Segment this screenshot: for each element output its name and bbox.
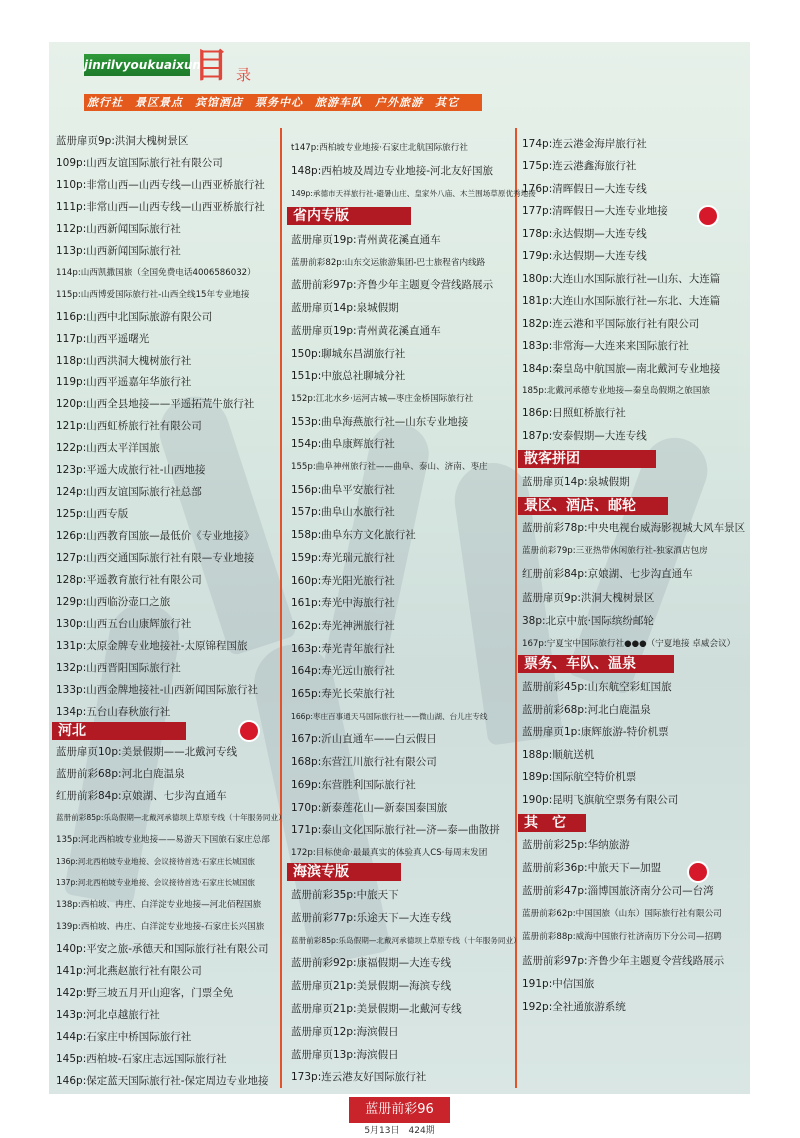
list-item[interactable]: 162p:寿光神洲旅行社: [291, 619, 395, 632]
list-item[interactable]: 蓝册前彩88p:威海中国旅行社济南历下分公司—招聘: [522, 932, 722, 943]
list-item[interactable]: 155p:曲阜神州旅行社——曲阜、泰山、济南、枣庄: [291, 462, 488, 472]
section-dot-icon: [697, 205, 719, 227]
list-item[interactable]: 145p:西柏坡-石家庄志远国际旅行社: [56, 1052, 227, 1065]
list-item[interactable]: 133p:山西金牌地接社-山西新闻国际旅行社: [56, 683, 259, 696]
list-item[interactable]: 140p:平安之旅-承德天和国际旅行社有限公司: [56, 943, 269, 956]
list-item[interactable]: 157p:曲阜山水旅行社: [291, 506, 395, 519]
list-item[interactable]: 139p:西柏坡、冉庄、白洋淀专业地接-石家庄长兴国旅: [56, 922, 265, 933]
list-item[interactable]: 117p:山西平遥曙光: [56, 332, 150, 345]
list-item[interactable]: 蓝册前彩97p:齐鲁少年主题夏令营线路展示: [522, 954, 725, 967]
list-item[interactable]: 蓝册前彩36p:中旅天下—加盟: [522, 862, 662, 875]
list-item[interactable]: 112p:山西新闻国际旅行社: [56, 222, 181, 235]
list-item[interactable]: 蓝册扉页14p:泉城假期: [291, 302, 399, 315]
list-item[interactable]: 134p:五台山春秋旅行社: [56, 705, 171, 718]
section-title: 其 它: [524, 815, 566, 831]
list-item[interactable]: 蓝册前彩77p:乐途天下—大连专线: [291, 911, 452, 924]
list-item[interactable]: 109p:山西友谊国际旅行社有限公司: [56, 156, 223, 169]
list-item[interactable]: 116p:山西中北国际旅游有限公司: [56, 310, 213, 323]
list-item[interactable]: 蓝册扉页19p:青州黄花溪直通车: [291, 324, 441, 337]
list-item[interactable]: 189p:国际航空特价机票: [522, 771, 637, 784]
list-item[interactable]: 167p:沂山直通车——白云假日: [291, 733, 437, 746]
list-item[interactable]: 138p:西柏坡、冉庄、白洋淀专业地接—河北佰程国旅: [56, 900, 262, 911]
list-item[interactable]: 蓝册扉页1p:康辉旅游-特价机票: [522, 726, 669, 739]
list-item[interactable]: 175p:连云港鑫海旅行社: [522, 160, 637, 173]
list-item[interactable]: 蓝册前彩92p:康福假期—大连专线: [291, 957, 452, 970]
section-dot-icon: [687, 861, 709, 883]
list-item[interactable]: 135p:河北西柏坡专业地接——易游天下国旅石家庄总部: [56, 834, 270, 845]
list-item[interactable]: 111p:非常山西—山西专线—山西亚桥旅行社: [56, 200, 265, 213]
section-title: 散客拼团: [524, 451, 580, 467]
list-item[interactable]: 蓝册前彩35p:中旅天下: [291, 889, 399, 901]
list-item[interactable]: 176p:清晖假日—大连专线: [522, 182, 647, 195]
page-number-badge: 蓝册前彩96: [349, 1097, 450, 1123]
list-item[interactable]: 蓝册前彩45p:山东航空彩虹国旅: [522, 681, 672, 693]
list-item[interactable]: 136p:河北西柏坡专业地接、会议接待首选·石家庄长城国旅: [56, 856, 255, 866]
list-item[interactable]: 127p:山西交通国际旅行社有限—专业地接: [56, 552, 255, 565]
list-item[interactable]: 188p:顺航送机: [522, 748, 595, 761]
list-item[interactable]: 38p:北京中旅·国际缤纷邮轮: [522, 614, 654, 627]
list-item[interactable]: t147p:西柏坡专业地接·石家庄北航国际旅行社: [291, 143, 468, 153]
list-item[interactable]: 152p:江北水乡·运河古城—枣庄金桥国际旅行社: [291, 393, 474, 404]
list-item[interactable]: 130p:山西五台山康辉旅行社: [56, 617, 192, 630]
list-item[interactable]: 蓝册扉页19p:青州黄花溪直通车: [291, 234, 441, 246]
section-hebei: [52, 720, 262, 742]
list-item[interactable]: 120p:山西全县地接——平遥拓荒牛旅行社: [56, 398, 255, 411]
list-item[interactable]: 132p:山西晋阳国际旅行社: [56, 661, 181, 674]
list-item[interactable]: 160p:寿光阳光旅行社: [291, 574, 395, 587]
list-item[interactable]: 174p:连云港金海岸旅行社: [522, 138, 647, 150]
list-item[interactable]: 蓝册前彩85p:乐岛假期—北戴河承德坝上草原专线（十年服务同业）: [56, 812, 286, 822]
list-item[interactable]: 149p:承德市天祥旅行社-避暑山庄、皇家外八庙、木兰围场草原优秀地接: [291, 189, 536, 198]
list-item[interactable]: 166p:枣庄百事通天马国际旅行社——微山湖、台儿庄专线: [291, 711, 488, 721]
list-item[interactable]: 124p:山西友谊国际旅行社总部: [56, 486, 202, 499]
list-item[interactable]: 192p:全社通旅游系统: [522, 1000, 626, 1013]
list-item[interactable]: 128p:平遥教育旅行社有限公司: [56, 574, 202, 586]
list-item[interactable]: 167p:宁夏宝中国际旅行社●●●（宁夏地接 卓威会议）: [522, 639, 736, 649]
list-item[interactable]: 蓝册前彩62p:中国国旅（山东）国际旅行社有限公司: [522, 909, 722, 920]
list-item[interactable]: 蓝册前彩68p:河北白鹿温泉: [522, 703, 651, 716]
section-group-tour: [518, 448, 800, 470]
list-item[interactable]: 179p:永达假期—大连专线: [522, 250, 647, 263]
page-title: 目: [194, 46, 228, 86]
section-scenic: [518, 495, 800, 517]
list-item[interactable]: 151p:中旅总社聊城分社: [291, 370, 406, 383]
column-divider: [280, 128, 282, 1088]
section-title: 省内专版: [293, 208, 349, 224]
list-item[interactable]: 蓝册扉页13p:海滨假日: [291, 1048, 399, 1061]
section-title: 河北: [58, 723, 86, 739]
list-item[interactable]: 红册前彩84p:京娘湖、七步沟直通车: [522, 568, 693, 581]
category-nav-bar: 旅行社 景区景点 宾馆酒店 票务中心 旅游车队 户外旅游 其它: [84, 94, 482, 111]
list-item[interactable]: 187p:安泰假期—大连专线: [522, 429, 647, 442]
list-item[interactable]: 125p:山西专版: [56, 508, 129, 521]
list-item[interactable]: 156p:曲阜平安旅行社: [291, 483, 395, 496]
list-item[interactable]: 蓝册前彩68p:河北白鹿温泉: [56, 767, 185, 780]
list-item[interactable]: 170p:新泰莲花山—新泰国泰国旅: [291, 801, 448, 814]
list-item[interactable]: 173p:连云港友好国际旅行社: [291, 1071, 427, 1084]
list-item[interactable]: 143p:河北卓越旅行社: [56, 1008, 160, 1021]
list-item[interactable]: 118p:山西洪洞大槐树旅行社: [56, 354, 192, 367]
section-title: 景区、酒店、邮轮: [524, 498, 636, 514]
list-item[interactable]: 185p:北戴河承德专业地接—秦皇岛假期之旅国旅: [522, 385, 711, 396]
list-item[interactable]: 蓝册扉页9p:洪洞大槐树景区: [56, 135, 189, 147]
list-item[interactable]: 168p:东营江川旅行社有限公司: [291, 756, 437, 769]
list-item[interactable]: 红册前彩84p:京娘湖、七步沟直通车: [56, 789, 227, 802]
list-item[interactable]: 121p:山西虹桥旅行社有限公司: [56, 420, 202, 433]
section-ticket: [518, 653, 800, 675]
list-item[interactable]: 蓝册前彩78p:中央电视台威海影视城大风车景区: [522, 522, 746, 534]
list-item[interactable]: 165p:寿光长荣旅行社: [291, 688, 395, 700]
decorative-hand: [324, 418, 435, 675]
list-item[interactable]: 181p:大连山水国际旅行社—东北、大连篇: [522, 295, 721, 308]
list-item[interactable]: 122p:山西太平洋国旅: [56, 442, 160, 455]
list-item[interactable]: 129p:山西临汾壶口之旅: [56, 595, 171, 608]
list-item[interactable]: 110p:非常山西—山西专线—山西亚桥旅行社: [56, 178, 265, 191]
list-item[interactable]: 蓝册扉页9p:洪洞大槐树景区: [522, 591, 655, 604]
list-item[interactable]: 113p:山西新闻国际旅行社: [56, 244, 181, 257]
issue-date: 5月13日 424期: [364, 1126, 435, 1136]
list-item[interactable]: 蓝册扉页14p:泉城假期: [522, 476, 630, 488]
list-item[interactable]: 126p:山西教育国旅—最低价《专业地接》: [56, 530, 255, 543]
list-item[interactable]: 163p:寿光青年旅行社: [291, 642, 395, 655]
list-item[interactable]: 蓝册前彩82p:山东交运旅游集团-巴士旅程省内线路: [291, 257, 486, 268]
list-item[interactable]: 182p:连云港和平国际旅行社有限公司: [522, 317, 700, 330]
page-title-suffix: 录: [236, 66, 252, 84]
list-item[interactable]: 158p:曲阜东方文化旅行社: [291, 529, 416, 542]
list-item[interactable]: 180p:大连山水国际旅行社—山东、大连篇: [522, 272, 721, 285]
list-item[interactable]: 186p:日照虹桥旅行社: [522, 407, 626, 420]
list-item[interactable]: 蓝册前彩85p:乐岛假期—北戴河承德坝上草原专线（十年服务同业）: [291, 935, 521, 945]
section-other: [518, 812, 800, 834]
section-title: 海滨专版: [293, 864, 349, 880]
list-item[interactable]: 蓝册前彩79p:三亚热带休闲旅行社-独家酒店包房: [522, 546, 708, 557]
list-item[interactable]: 蓝册前彩47p:淄博国旅济南分公司—台湾: [522, 885, 714, 898]
list-item[interactable]: 144p:石家庄中桥国际旅行社: [56, 1030, 192, 1043]
list-item[interactable]: 123p:平遥大成旅行社-山西地接: [56, 464, 206, 477]
list-item[interactable]: 蓝册扉页10p:美景假期——北戴河专线: [56, 746, 238, 758]
list-item[interactable]: 131p:太原金牌专业地接社-太原锦程国旅: [56, 639, 248, 652]
list-item[interactable]: 154p:曲阜康辉旅行社: [291, 438, 395, 451]
list-item[interactable]: 171p:泰山文化国际旅行社—济—泰—曲散拼: [291, 824, 500, 837]
list-item[interactable]: 148p:西柏坡及周边专业地接-河北友好国旅: [291, 165, 494, 177]
list-item[interactable]: 137p:河北西柏坡专业地接、会议接待首选·石家庄长城国旅: [56, 878, 255, 888]
list-item[interactable]: 蓝册扉页21p:美景假期—北戴河专线: [291, 1003, 462, 1015]
list-item[interactable]: 177p:清晖假日—大连专业地接: [522, 205, 668, 218]
list-item[interactable]: 142p:野三坡五月开山迎客，门票全免: [56, 986, 234, 999]
section-dot-icon: [238, 720, 260, 742]
list-item[interactable]: 161p:寿光中海旅行社: [291, 597, 395, 610]
list-item[interactable]: 184p:秦皇岛中航国旅—南北戴河专业地接: [522, 362, 721, 375]
list-item[interactable]: 172p:目标使命·最最真实的体验真人CS·每周末发团: [291, 847, 488, 858]
section-title: 票务、车队、温泉: [524, 656, 636, 672]
list-item[interactable]: 蓝册扉页12p:海滨假日: [291, 1025, 399, 1038]
list-item[interactable]: 150p:聊城东昌湖旅行社: [291, 347, 406, 360]
list-item[interactable]: 蓝册前彩97p:齐鲁少年主题夏令营线路展示: [291, 279, 494, 292]
list-item[interactable]: 146p:保定蓝天国际旅行社-保定周边专业地接: [56, 1074, 269, 1087]
list-item[interactable]: 169p:东营胜利国际旅行社: [291, 778, 416, 791]
list-item[interactable]: 191p:中信国旅: [522, 977, 595, 990]
list-item[interactable]: 153p:曲阜海燕旅行社—山东专业地接: [291, 415, 469, 428]
list-item[interactable]: 蓝册扉页21p:美景假期—海滨专线: [291, 980, 452, 993]
list-item[interactable]: 115p:山西博爱国际旅行社-山西全线15年专业地接: [56, 289, 250, 300]
list-item[interactable]: 蓝册前彩25p:华纳旅游: [522, 839, 630, 851]
list-item[interactable]: 178p:永达假期—大连专线: [522, 227, 647, 240]
logo: jinrilvyoukuaixun: [84, 54, 190, 76]
list-item[interactable]: 119p:山西平遥嘉年华旅行社: [56, 376, 192, 389]
list-item[interactable]: 141p:河北燕赵旅行社有限公司: [56, 965, 202, 977]
list-item[interactable]: 159p:寿光瑞元旅行社: [291, 551, 395, 564]
list-item[interactable]: 183p:非常海—大连来来国际旅行社: [522, 340, 689, 353]
list-item[interactable]: 114p:山西凯撒国旅（全国免费电话4006586032）: [56, 267, 256, 278]
list-item[interactable]: 164p:寿光远山旅行社: [291, 665, 395, 678]
list-item[interactable]: 190p:昆明飞旗航空票务有限公司: [522, 794, 679, 806]
